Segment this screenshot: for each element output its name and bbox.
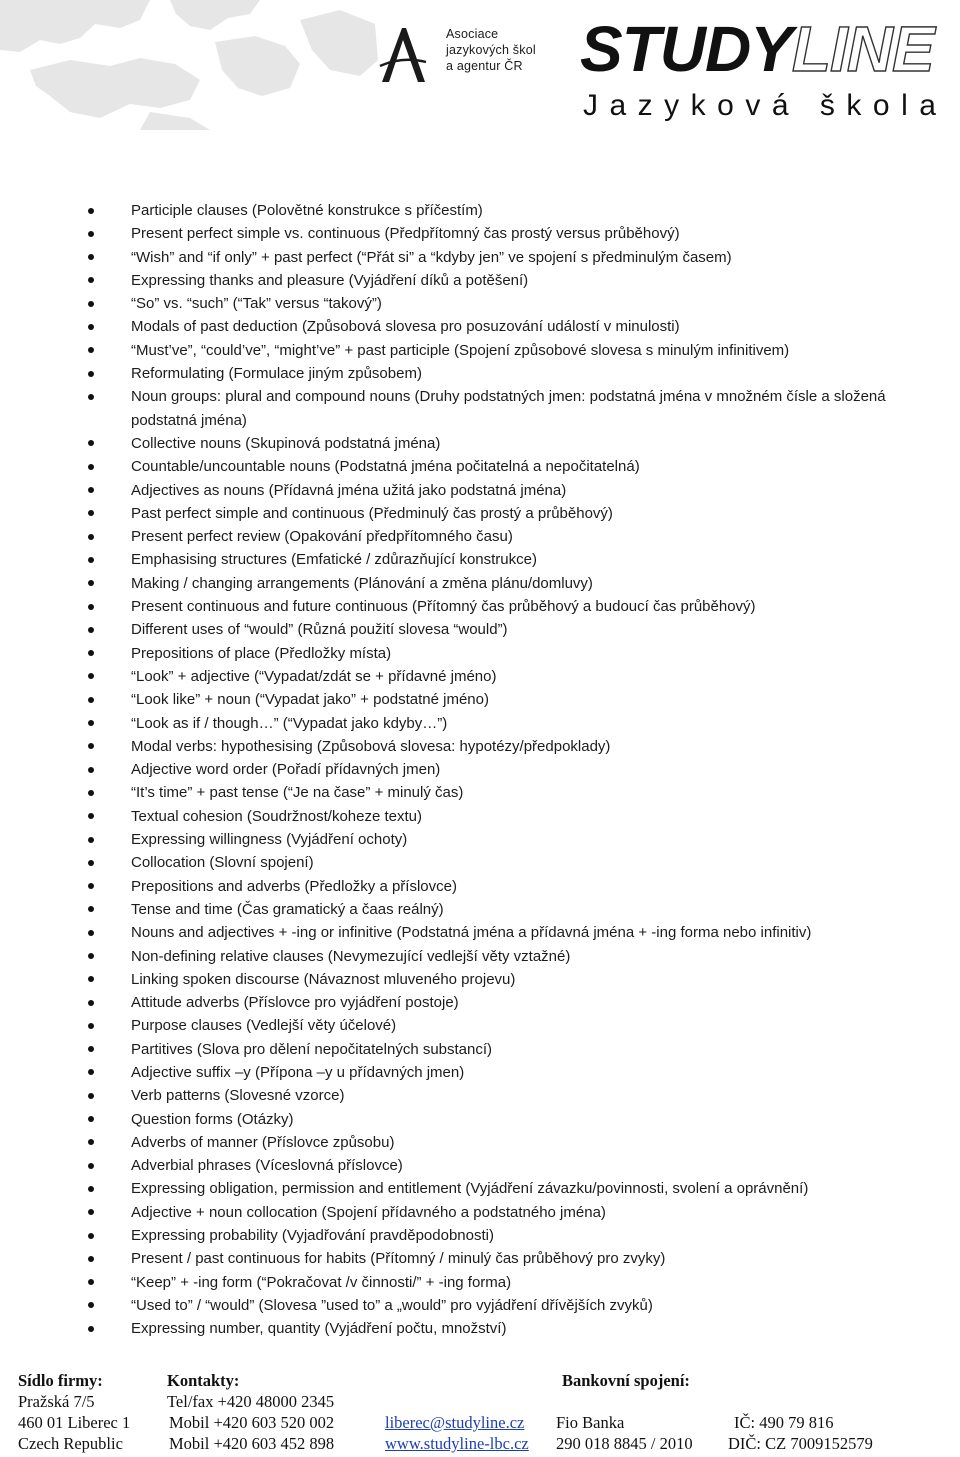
topic-item: Adjective suffix –y (Přípona –y u přídavných jmen) xyxy=(0,1061,960,1084)
studyline-logo xyxy=(580,14,934,84)
topic-item: “Keep” + -ing form (“Pokračovat /v činnosti/” + -ing forma) xyxy=(0,1271,960,1294)
topic-item: Countable/uncountable nouns (Podstatná jména počitatelná a nepočitatelná) xyxy=(0,455,960,478)
topic-list xyxy=(0,199,960,1341)
topic-item: “Must’ve”, “could’ve”, “might’ve” + past participle (Spojení způsobové slovesa s minulým infinitivem) xyxy=(0,339,960,362)
contact-mobile-2: Mobil +420 603 452 898 xyxy=(169,1434,335,1453)
topic-item: Different uses of “would” (Různá použití slovesa “would”) xyxy=(0,618,960,641)
topic-item: Adverbs of manner (Příslovce způsobu) xyxy=(0,1131,960,1154)
hq-city: 460 01 Liberec 1 xyxy=(18,1413,131,1432)
association-logo-icon xyxy=(378,26,428,84)
topic-item: “Wish” and “if only” + past perfect (“Přát si” a “kdyby jen” ve spojení s předminulým časem) xyxy=(0,246,960,269)
topic-item: Prepositions of place (Předložky místa) xyxy=(0,642,960,665)
vat-id: DIČ: CZ 7009152579 xyxy=(728,1434,873,1453)
topic-item: Reformulating (Formulace jiným způsobem) xyxy=(0,362,960,385)
brand-subtitle: Jazyková škola xyxy=(583,89,948,122)
topic-item: “Look like” + noun (“Vypadat jako” + podstatné jméno) xyxy=(0,688,960,711)
contact-tel: Tel/fax +420 48000 2345 xyxy=(167,1392,335,1411)
association-line-1: Asociace xyxy=(446,27,499,41)
topic-item: Nouns and adjectives + -ing or infinitive (Podstatná jména a přídavná jména + -ing forma nebo infinitiv) xyxy=(0,921,960,944)
topic-item: Emphasising structures (Emfatické / zdůrazňující konstrukce) xyxy=(0,548,960,571)
brand-main: STUDY xyxy=(580,13,792,85)
topic-item: Expressing obligation, permission and entitlement (Vyjádření závazku/povinnosti, svolení a oprávnění) xyxy=(0,1177,960,1200)
topic-item: Present continuous and future continuous (Přítomný čas průběhový a budoucí čas průběhový) xyxy=(0,595,960,618)
topic-item: Present perfect simple vs. continuous (Předpřítomný čas prostý versus průběhový) xyxy=(0,222,960,245)
topic-item: Expressing willingness (Vyjádření ochoty) xyxy=(0,828,960,851)
topic-item: Expressing probability (Vyjadřování pravděpodobnosti) xyxy=(0,1224,960,1247)
brand-outline: LINE xyxy=(791,13,934,85)
topic-item: Purpose clauses (Vedlejší věty účelové) xyxy=(0,1014,960,1037)
topic-item: Question forms (Otázky) xyxy=(0,1108,960,1131)
hq-street: Pražská 7/5 xyxy=(18,1392,95,1411)
topic-item: Textual cohesion (Soudržnost/koheze textu) xyxy=(0,805,960,828)
topic-item: Making / changing arrangements (Plánování a změna plánu/domluvy) xyxy=(0,572,960,595)
hq-label: Sídlo firmy: xyxy=(18,1371,103,1390)
bank-name: Fio Banka xyxy=(556,1413,625,1432)
topic-item: Expressing thanks and pleasure (Vyjádření díků a potěšení) xyxy=(0,269,960,292)
topic-item: Expressing number, quantity (Vyjádření počtu, množství) xyxy=(0,1317,960,1340)
topic-item: Tense and time (Čas gramatický a čaas reálný) xyxy=(0,898,960,921)
topic-item: Adjectives as nouns (Přídavná jména užitá jako podstatná jména) xyxy=(0,479,960,502)
bank-label: Bankovní spojení: xyxy=(562,1371,690,1390)
topic-item: “Look as if / though…” (“Vypadat jako kdyby…”) xyxy=(0,712,960,735)
topic-item: Collective nouns (Skupinová podstatná jména) xyxy=(0,432,960,455)
topic-item: Participle clauses (Polovětné konstrukce s příčestím) xyxy=(0,199,960,222)
company-id: IČ: 490 79 816 xyxy=(734,1413,834,1432)
association-line-2: jazykových škol xyxy=(446,43,536,57)
topic-item: “Used to” / “would” (Slovesa ”used to” a „would” pro vyjádření dřívějších zvyků) xyxy=(0,1294,960,1317)
topic-item: “It’s time” + past tense (“Je na čase” + minulý čas) xyxy=(0,781,960,804)
topic-item: Modal verbs: hypothesising (Způsobová slovesa: hypotézy/předpoklady) xyxy=(0,735,960,758)
topic-item: Past perfect simple and continuous (Předminulý čas prostý a průběhový) xyxy=(0,502,960,525)
topic-item: Present perfect review (Opakování předpřítomného času) xyxy=(0,525,960,548)
topic-item: Modals of past deduction (Způsobová slovesa pro posuzování událostí v minulosti) xyxy=(0,315,960,338)
footer xyxy=(0,1368,960,1457)
topic-item: Collocation (Slovní spojení) xyxy=(0,851,960,874)
topic-item: Linking spoken discourse (Návaznost mluveného projevu) xyxy=(0,968,960,991)
bank-account: 290 018 8845 / 2010 xyxy=(556,1434,693,1453)
topic-item: Non-defining relative clauses (Nevymezující vedlejší věty vztažné) xyxy=(0,945,960,968)
association-name xyxy=(446,26,536,74)
topic-item: Noun groups: plural and compound nouns (Druhy podstatných jmen: podstatná jména v množném čísle a složená podstatná jména) xyxy=(0,385,960,432)
topic-item: “Look” + adjective (“Vypadat/zdát se + přídavné jméno) xyxy=(0,665,960,688)
topic-item: Present / past continuous for habits (Přítomný / minulý čas průběhový pro zvyky) xyxy=(0,1247,960,1270)
contacts-label: Kontakty: xyxy=(167,1371,240,1390)
hq-country: Czech Republic xyxy=(18,1434,123,1453)
association-line-3: a agentur ČR xyxy=(446,59,523,73)
topic-item: Adjective word order (Pořadí přídavných jmen) xyxy=(0,758,960,781)
contact-mobile-1: Mobil +420 603 520 002 xyxy=(169,1413,335,1432)
topic-item: Verb patterns (Slovesné vzorce) xyxy=(0,1084,960,1107)
europe-map-watermark xyxy=(0,0,380,130)
topic-item: Adverbial phrases (Víceslovná příslovce) xyxy=(0,1154,960,1177)
topic-item: “So” vs. “such” (“Tak” versus “takový”) xyxy=(0,292,960,315)
topic-item: Adjective + noun collocation (Spojení přídavného a podstatného jména) xyxy=(0,1201,960,1224)
email-link[interactable]: liberec@studyline.cz xyxy=(385,1413,525,1432)
topic-item: Prepositions and adverbs (Předložky a příslovce) xyxy=(0,875,960,898)
topic-item: Attitude adverbs (Příslovce pro vyjádření postoje) xyxy=(0,991,960,1014)
topic-item: Partitives (Slova pro dělení nepočitatelných substancí) xyxy=(0,1038,960,1061)
website-link[interactable]: www.studyline-lbc.cz xyxy=(385,1434,529,1453)
